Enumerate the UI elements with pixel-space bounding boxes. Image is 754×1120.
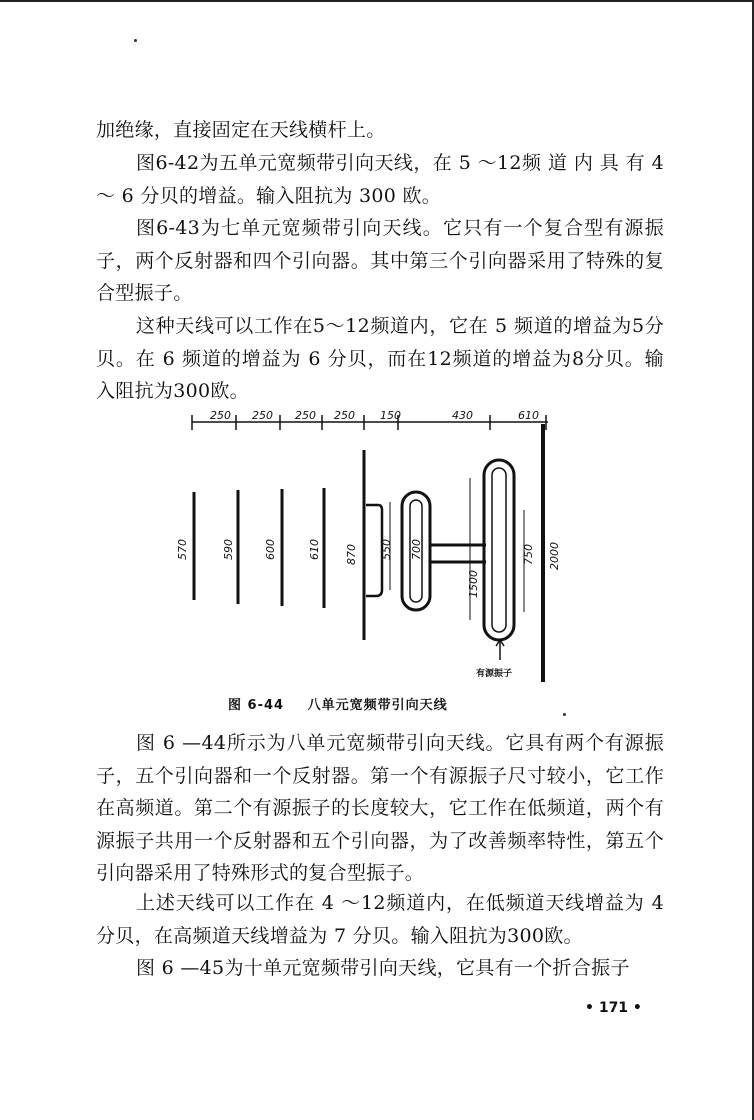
dim-label-1500: 1500 [467, 570, 480, 598]
spacing-label-7: 610 [518, 409, 539, 422]
length-label-610: 610 [308, 539, 321, 560]
paragraph-4: 这种天线可以工作在5～12频道内，它在 5 频道的增益为5分贝。在 6 频道的增益为 6 分贝，而在12频道的增益为8分贝。输入阻抗为300欧。 [96, 315, 664, 402]
spacing-label-1: 250 [210, 409, 231, 422]
paragraph-1: 加绝缘，直接固定在天线横杆上。 [96, 119, 386, 141]
length-label-870: 870 [345, 544, 358, 565]
paragraph-7: 图 6 —45为十单元宽频带引向天线，它具有一个折合振子 [136, 957, 630, 979]
spacing-label-5: 150 [380, 409, 401, 422]
large-active-dipole [484, 460, 514, 640]
dim-label-750: 750 [522, 544, 535, 565]
spacing-label-2: 250 [252, 409, 273, 422]
length-label-570: 570 [176, 539, 189, 560]
spacing-label-3: 250 [295, 409, 316, 422]
length-label-600: 600 [264, 539, 277, 560]
spacing-label-4: 250 [334, 409, 355, 422]
page-number: • 171 • [585, 1000, 642, 1016]
figure-caption [228, 694, 466, 713]
figure-title: 八单元宽频带引向天线 [307, 698, 448, 713]
scan-speck [134, 39, 137, 42]
dim-label-2000: 2000 [548, 542, 561, 570]
paragraph-5: 图 6 —44所示为八单元宽频带引向天线。它具有两个有源振子，五个引向器和一个反射器。第一个有源振子尺寸较小，它工作在高频道。第二个有源振子的长度较大，它工作在低频道，两个有源振子共用一个反射器和五个引向器，为了改善频率特性，第五个引向器采用了特殊形式的复合型振子。 [96, 732, 664, 884]
figure-number: 图 6-44 [228, 698, 285, 713]
length-label-590: 590 [222, 539, 235, 560]
active-element-label: 有源振子 [476, 669, 513, 679]
spacing-label-6: 430 [452, 409, 473, 422]
feed-line [430, 545, 486, 562]
paragraph-2: 图6-42为五单元宽频带引向天线，在 5 ～12频 道 内 具 有 4 ～ 6 分贝的增益。输入阻抗为 300 欧。 [96, 152, 664, 207]
paragraph-6: 上述天线可以工作在 4 ～12频道内，在低频道天线增益为 4 分贝，在高频道天线增益为 7 分贝。输入阻抗为300欧。 [96, 892, 664, 947]
dim-label-550: 550 [380, 539, 393, 560]
scan-speck [563, 713, 566, 716]
dim-label-700: 700 [410, 539, 423, 560]
paragraph-3: 图6-43为七单元宽频带引向天线。它只有一个复合型有源振子，两个反射器和四个引向器。其中第三个引向器采用了特殊的复合型振子。 [96, 217, 664, 304]
